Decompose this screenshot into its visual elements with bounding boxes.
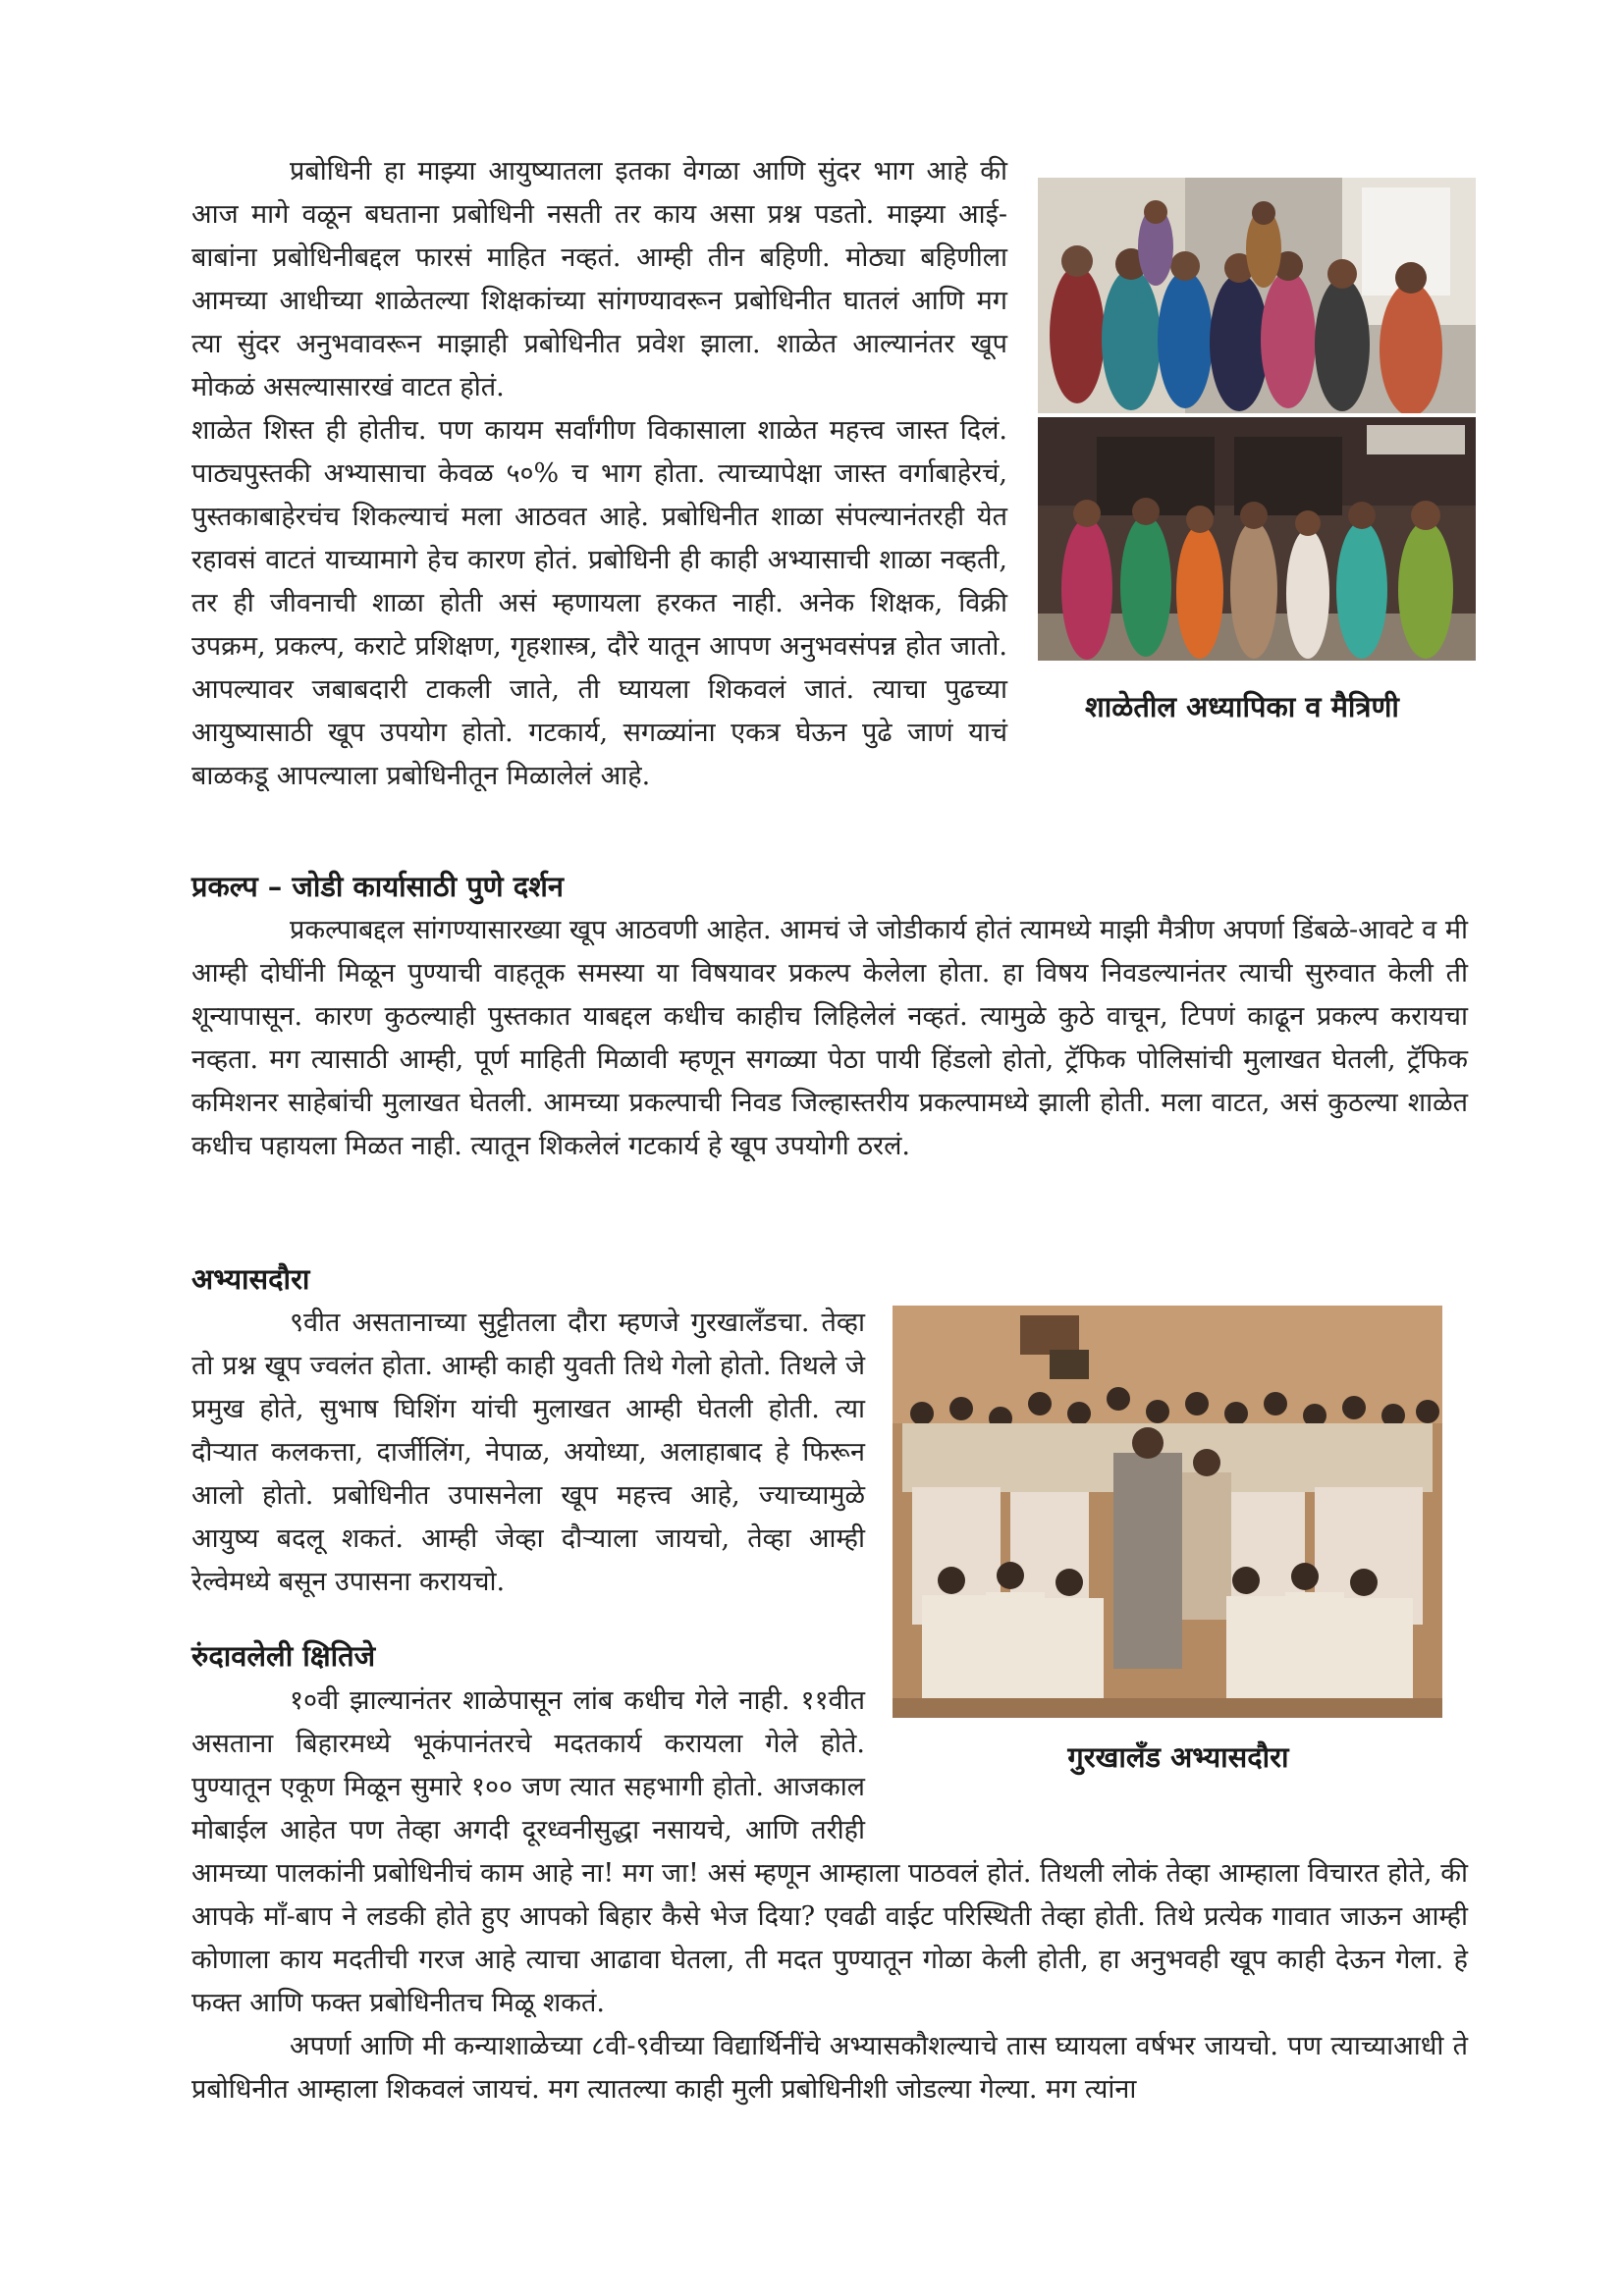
section-3-heading: अभ्यासदौरा: [191, 1262, 310, 1296]
caption-teachers: शाळेतील अध्यापिका व मैत्रिणी: [1085, 690, 1399, 723]
caption-gorkhaland: गुरखालँड अभ्यासदौरा: [1067, 1740, 1289, 1774]
section-2-heading: प्रकल्प – जोडी कार्यासाठी पुणे दर्शन: [191, 870, 564, 903]
section-4-paragraph-1: १०वी झाल्यानंतर शाळेपासून लांब कधीच गेले नाही. ११वीत असताना बिहारमध्ये भूकंपानंतरचे मदतकार्य करायला गेले होते. पुण्यातून एकूण मिळून सुमारे १०० जण त्यात सहभागी होतो. आजकाल मोबाईल आहेत पण तेव्हा अगदी दूरध्वनीसुद्धा नसायचे, आणि तरीही आमच्या पालकांनी प्रबोधिनीचं काम आहे ना! मग जा! असं म्हणून आम्हाला पाठवलं होतं. तिथली लोकं तेव्हा आम्हाला विचारत होते, की आपके माँ-बाप ने लडकी होते हुए आपको बिहार कैसे भेज दिया? एवढी वाईट परिस्थिती तेव्हा होती. तिथे प्रत्येक गावात जाऊन आम्ही कोणाला काय मदतीची गरज आहे त्याचा आढावा घेतला, ती मदत पुण्यातून गोळा केली होती, हा अनुभवही खूप काही देऊन गेला. हे फक्त आणि फक्त प्रबोधिनीतच मिळू शकतं.: [191, 1684, 1468, 2018]
section-1-paragraph-1: प्रबोधिनी हा माझ्या आयुष्यातला इतका वेगळा आणि सुंदर भाग आहे की आज मागे वळून बघताना प्रबोधिनी नसती तर काय असा प्रश्न पडतो. माझ्या आई-बाबांना प्रबोधिनीबद्दल फारसं माहित नव्हतं. आम्ही तीन बहिणी. मोठ्या बहिणीला आमच्या आधीच्या शाळेतल्या शिक्षकांच्या सांगण्यावरून प्रबोधिनीत घातलं आणि मग त्या सुंदर अनुभवावरून माझाही प्रबोधिनीत प्रवेश झाला. शाळेत आल्यानंतर खूप मोकळं असल्यासारखं वाटत होतं.: [191, 156, 1007, 402]
section-3: [191, 1256, 1468, 2111]
section-2-paragraph-1: प्रकल्पाबद्दल सांगण्यासारख्या खूप आठवणी आहेत. आमचं जे जोडीकार्य होतं त्यामध्ये माझी मैत्रीण अपर्णा डिंबळे-आवटे व मी आम्ही दोघींनी मिळून पुण्याची वाहतूक समस्या या विषयावर प्रकल्प केलेला होता. हा विषय निवडल्यानंतर त्याची सुरुवात केली ती शून्यापासून. कारण कुठल्याही पुस्तकात याबद्दल कधीच काहीच लिहिलेलं नव्हतं. त्यामुळे कुठे वाचून, टिपणं काढून प्रकल्प करायचा नव्हता. मग त्यासाठी आम्ही, पूर्ण माहिती मिळावी म्हणून सगळ्या पेठा पायी हिंडलो होतो, ट्रॅफिक पोलिसांची मुलाखत घेतली, ट्रॅफिक कमिशनर साहेबांची मुलाखत घेतली. आमच्या प्रकल्पाची निवड जिल्हास्तरीय प्रकल्पामध्ये झाली होती. मला वाटत, असं कुठल्या शाळेत कधीच पहायला मिळत नाही. त्यातून शिकलेलं गटकार्य हे खूप उपयोगी ठरलं.: [191, 915, 1468, 1162]
section-2: [191, 864, 1468, 1168]
section-1-paragraph-2: शाळेत शिस्त ही होतीच. पण कायम सर्वांगीण विकासाला शाळेत महत्त्व जास्त दिलं. पाठ्यपुस्तकी अभ्यासाचा केवळ ५०% च भाग होता. त्याच्यापेक्षा जास्त वर्गाबाहेरचं, पुस्तकाबाहेरचंच शिकल्याचं मला आठवत आहे. प्रबोधिनीत शाळा संपल्यानंतरही येत रहावसं वाटतं याच्यामागे हेच कारण होतं. प्रबोधिनी ही काही अभ्यासाची शाळा नव्हती, तर ही जीवनाची शाळा होती असं म्हणायला हरकत नाही. अनेक शिक्षक, विक्री उपक्रम, प्रकल्प, कराटे प्रशिक्षण, गृहशास्त्र, दौरे यातून आपण अनुभवसंपन्न होत जातो. आपल्यावर जबाबदारी टाकली जाते, ती घ्यायला शिकवलं जातं. त्याचा पुढच्या आयुष्यासाठी खूप उपयोग होतो. गटकार्य, सगळ्यांना एकत्र घेऊन पुढे जाणं याचं बाळकडू आपल्याला प्रबोधिनीतून मिळालेलं आहे.: [191, 415, 1007, 791]
section-4-heading: रुंदावलेली क्षितिजे: [191, 1639, 376, 1674]
photo-box-teachers: [1029, 178, 1476, 767]
photo-teachers-group: [1038, 178, 1476, 413]
photo-teachers-friends: [1038, 417, 1476, 661]
section-3-paragraph-1: ९वीत असतानाच्या सुट्टीतला दौरा म्हणजे गुरखालँडचा. तेव्हा तो प्रश्न खूप ज्वलंत होता. आम्ही काही युवती तिथे गेलो होतो. तिथले जे प्रमुख होते, सुभाष घिशिंग यांची मुलाखत आम्ही घेतली होती. त्या दौऱ्यात कलकत्ता, दार्जीलिंग, नेपाळ, अयोध्या, अलाहाबाद हे फिरून आलो होतो. प्रबोधिनीत उपासनेला खूप महत्त्व आहे, ज्याच्यामुळे आयुष्य बदलू शकतं. आम्ही जेव्हा दौऱ्याला जायचो, तेव्हा आम्ही रेल्वेमध्ये बसून उपासना करायचो.: [191, 1308, 865, 1598]
photo-gorkhaland-tour: [893, 1306, 1442, 1718]
section-4-paragraph-2: अपर्णा आणि मी कन्याशाळेच्या ८वी-९वीच्या विद्यार्थिनींचे अभ्यासकौशल्याचे तास घ्यायला वर्षभर जायचो. पण त्याच्याआधी ते प्रबोधिनीत आम्हाला शिकवलं जायचं. मग त्यातल्या काही मुली प्रबोधिनीशी जोडल्या गेल्या. मग त्यांना: [191, 2030, 1468, 2105]
